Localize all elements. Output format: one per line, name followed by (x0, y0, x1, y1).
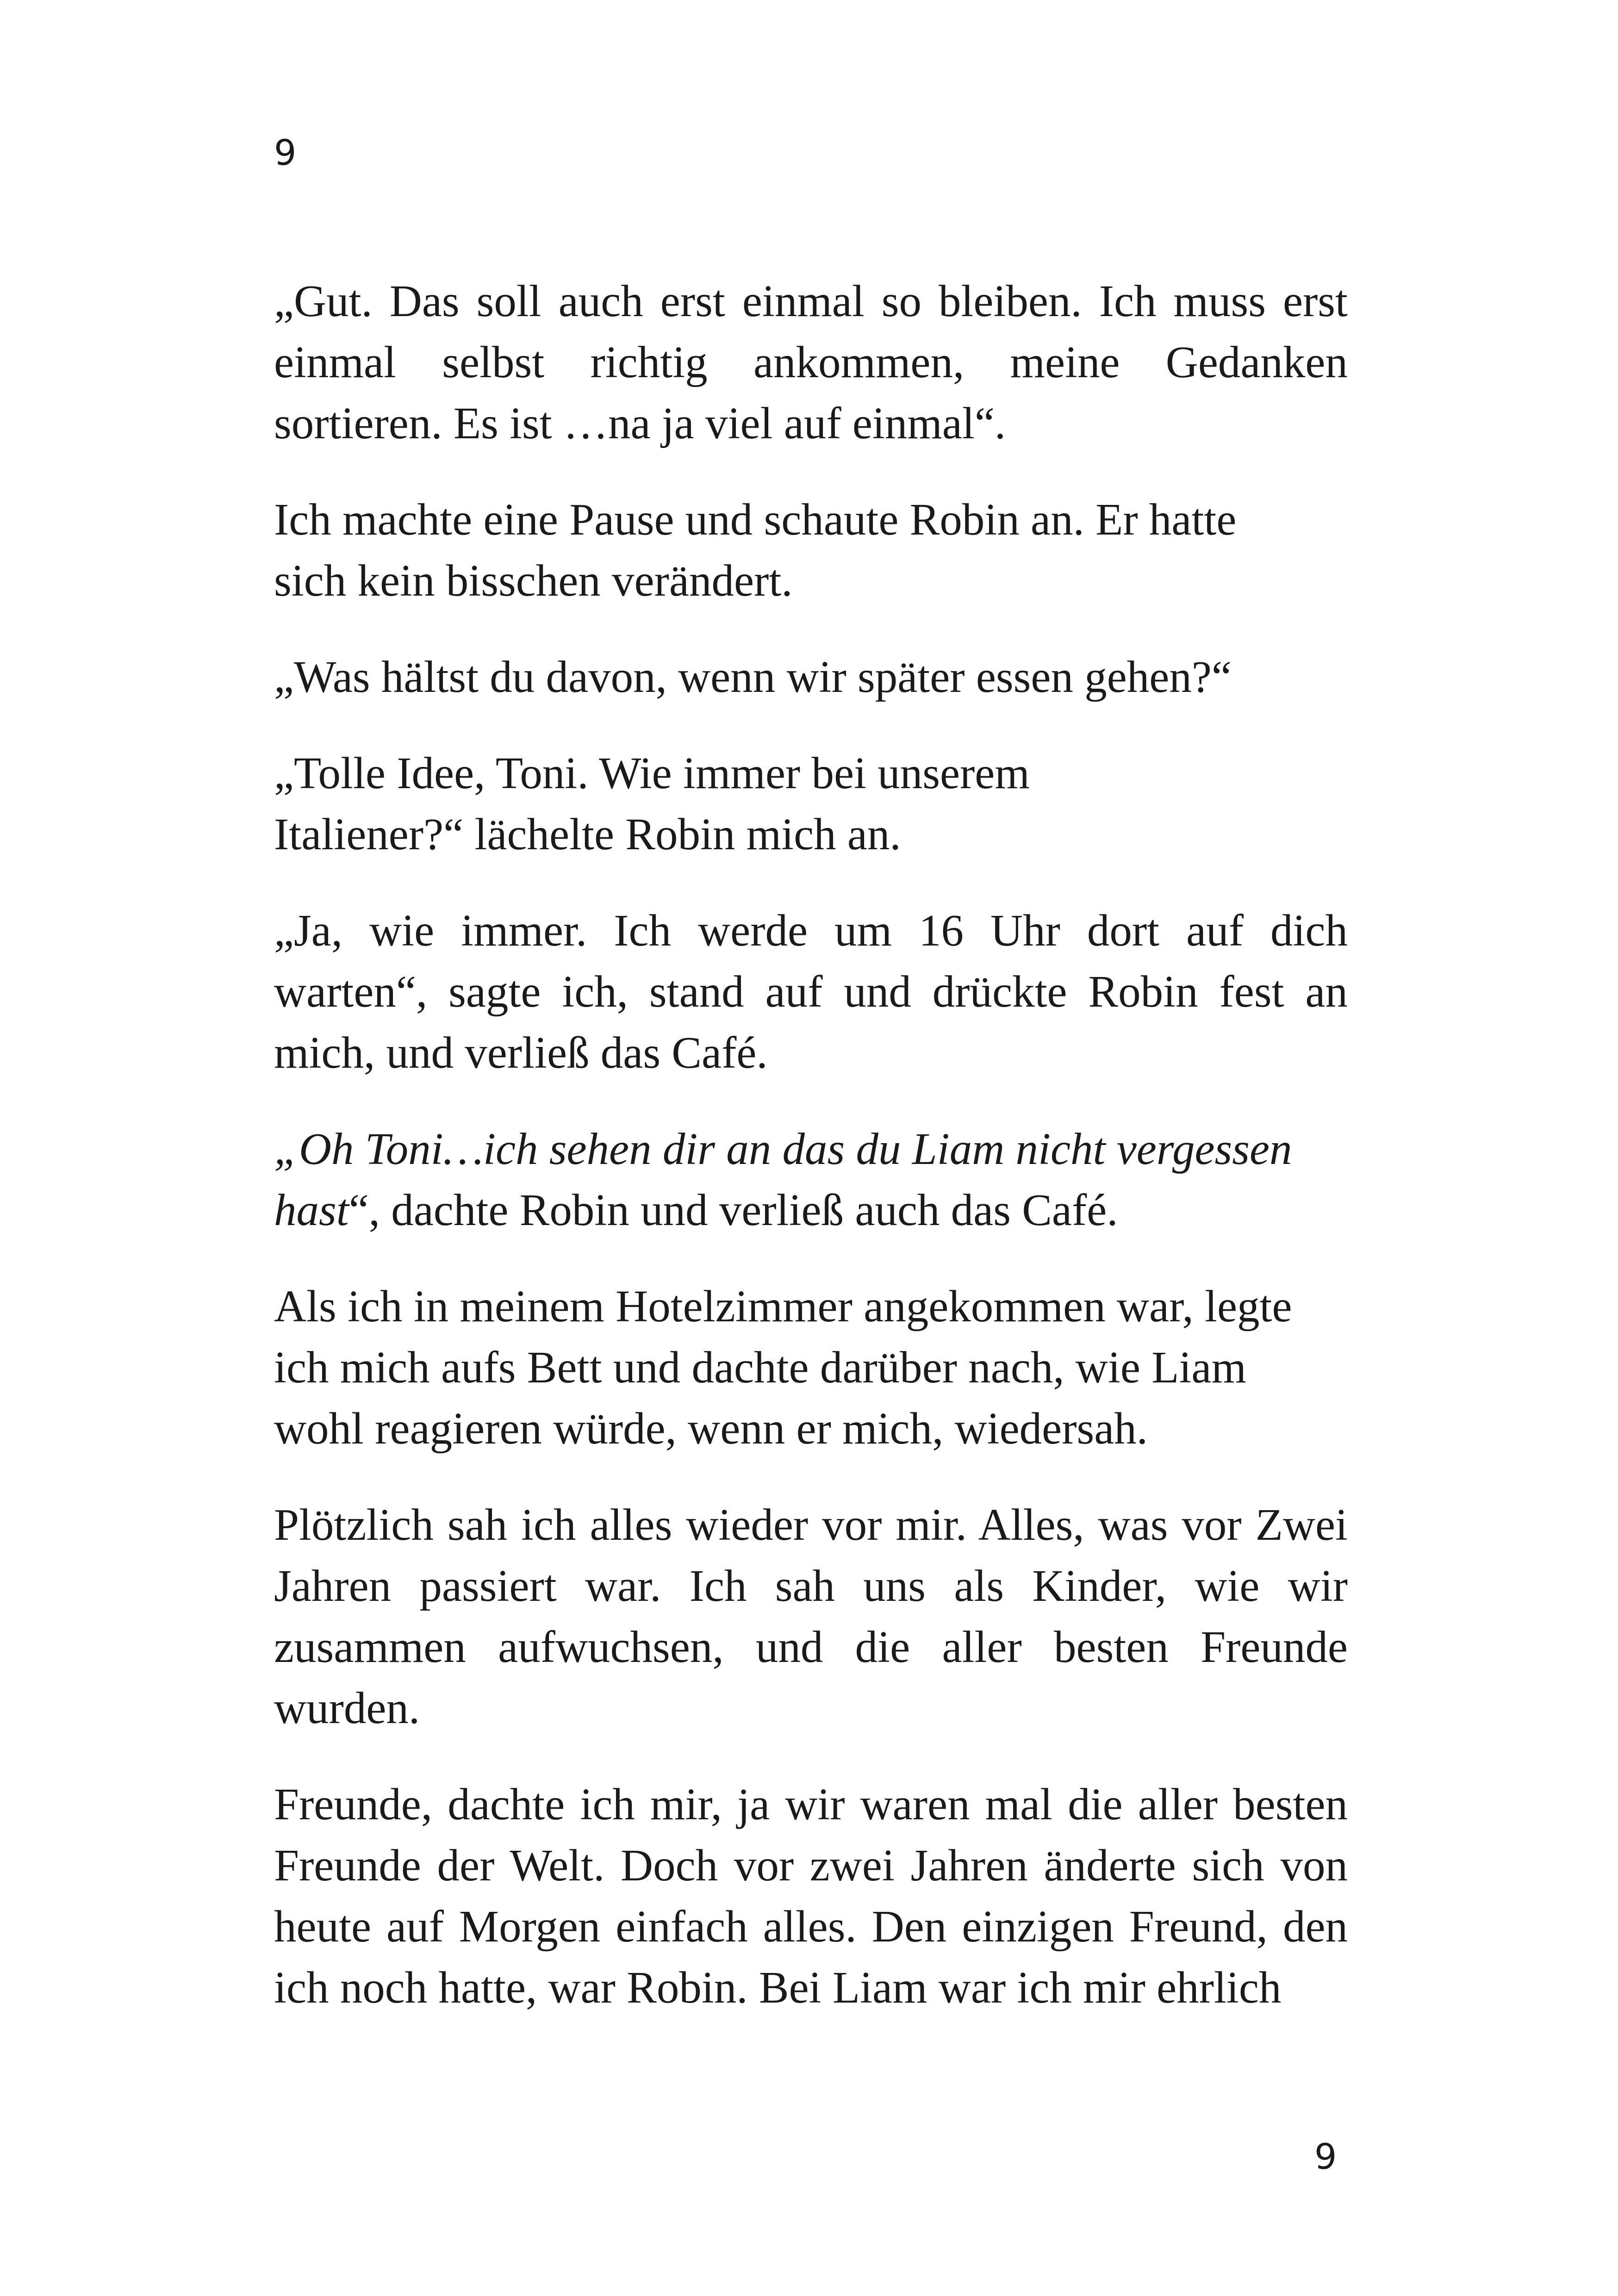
footer-page-number: 9 (1314, 2136, 1337, 2177)
paragraph-5: „Ja, wie immer. Ich werde um 16 Uhr dort auf dich warten“, sagte ich, stand auf und drückte Robin fest an mich, und verließ das Café. (274, 906, 1348, 1077)
paragraph-1: „Gut. Das soll auch erst einmal so bleiben. Ich muss erst einmal selbst richtig ankommen, meine Gedanken sortieren. Es ist …na ja viel auf einmal“. (274, 276, 1348, 448)
paragraph-2: Ich machte eine Pause und schaute Robin an. Er hatte sich kein bisschen verändert. (274, 495, 1237, 605)
thought-italic-text: „Oh Toni…ich sehen dir an das du Liam nicht vergessen hast (274, 1124, 1292, 1235)
paragraph-thought (274, 1119, 1348, 1241)
page-body (274, 271, 1348, 2053)
paragraph-4: „Tolle Idee, Toni. Wie immer bei unserem Italiener?“ lächelte Robin mich an. (274, 748, 1030, 859)
paragraph-7: Als ich in meinem Hotelzimmer angekommen war, legte ich mich aufs Bett und dachte darüber nach, wie Liam wohl reagieren würde, wenn er mich, wiedersah. (274, 1282, 1292, 1453)
thought-normal-text: “, dachte Robin und verließ auch das Café. (348, 1185, 1118, 1235)
paragraph-8: Plötzlich sah ich alles wieder vor mir. Alles, was vor Zwei Jahren passiert war. Ich sah uns als Kinder, wie wir zusammen aufwuchsen, und die aller besten Freunde wurden. (274, 1500, 1348, 1733)
header-page-number: 9 (274, 132, 297, 173)
paragraph-9: Freunde, dachte ich mir, ja wir waren mal die aller besten Freunde der Welt. Doch vor zwei Jahren änderte sich von heute auf Morgen einfach alles. Den einzigen Freund, den ich noch hatte, war Robin. Bei Liam war ich mir ehrlich (274, 1780, 1348, 2012)
paragraph-3: „Was hältst du davon, wenn wir später essen gehen?“ (274, 652, 1232, 702)
